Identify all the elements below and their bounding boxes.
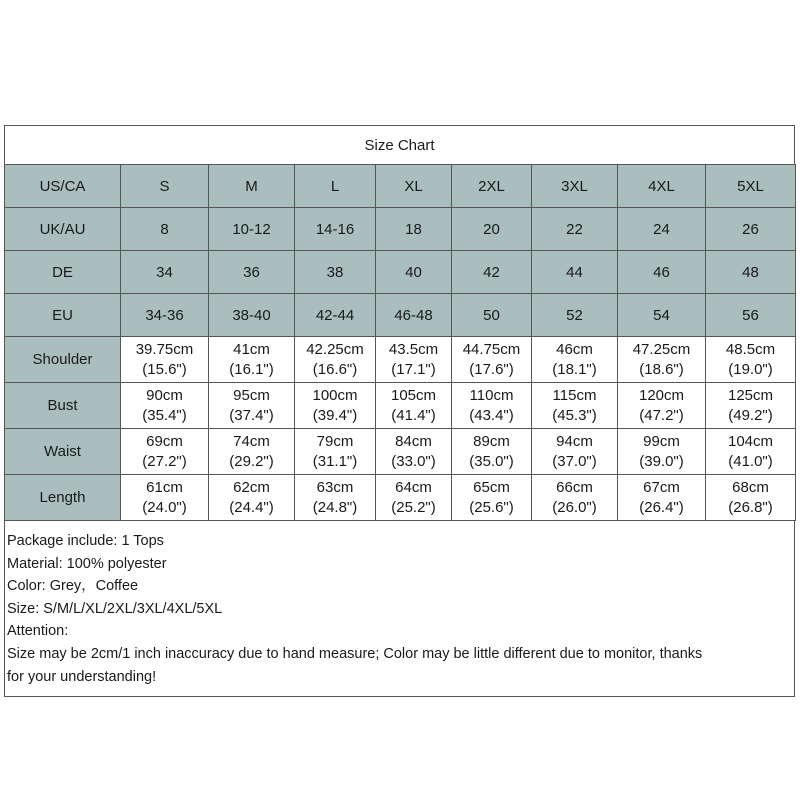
inch-value: (31.1") xyxy=(312,452,358,470)
size-cell: 50 xyxy=(452,294,532,337)
measurement-cell xyxy=(295,429,376,475)
inch-value: (25.2") xyxy=(391,498,436,516)
inch-value: (24.0") xyxy=(142,498,187,516)
size-chart xyxy=(4,125,795,697)
measurement-cell xyxy=(532,429,618,475)
cm-value: 68cm xyxy=(732,478,769,496)
cm-value: 104cm xyxy=(727,432,774,450)
size-cell: 14-16 xyxy=(295,208,376,251)
measurement-cell xyxy=(452,475,532,521)
row-header: UK/AU xyxy=(5,208,121,251)
package-note: Package include: 1 Tops xyxy=(7,533,164,549)
measurement-row xyxy=(5,429,796,475)
measurement-cell xyxy=(706,429,796,475)
measurement-cell xyxy=(209,383,295,429)
cm-value: 42.25cm xyxy=(306,340,364,358)
measurement-row xyxy=(5,383,796,429)
cm-value: 120cm xyxy=(638,386,685,404)
measurement-cell xyxy=(121,475,209,521)
inch-value: (35.0") xyxy=(469,452,514,470)
cm-value: 115cm xyxy=(552,386,597,404)
inch-value: (33.0") xyxy=(391,452,436,470)
size-cell: 46-48 xyxy=(376,294,452,337)
measurement-cell xyxy=(618,337,706,383)
measurement-cell xyxy=(532,337,618,383)
cm-value: 48.5cm xyxy=(725,340,776,358)
inch-value: (49.2") xyxy=(728,406,773,424)
size-cell: 8 xyxy=(121,208,209,251)
row-header: Shoulder xyxy=(5,337,121,383)
measurement-cell xyxy=(376,429,452,475)
product-notes xyxy=(4,521,795,697)
size-row xyxy=(5,294,796,337)
size-table xyxy=(4,164,796,521)
size-cell: 5XL xyxy=(706,165,796,208)
size-cell: 44 xyxy=(532,251,618,294)
measurement-cell xyxy=(706,475,796,521)
disclaimer-line: Size may be 2cm/1 inch inaccuracy due to hand measure; Color may be little different due to monitor, thanks xyxy=(7,645,703,662)
size-cell: 18 xyxy=(376,208,452,251)
measurement-cell xyxy=(209,337,295,383)
inch-value: (17.6") xyxy=(469,360,514,378)
measurement-row xyxy=(5,475,796,521)
inch-value: (37.4") xyxy=(229,406,274,424)
row-header: EU xyxy=(5,294,121,337)
measurement-cell xyxy=(532,383,618,429)
measurement-cell xyxy=(706,337,796,383)
cm-value: 46cm xyxy=(556,340,593,358)
size-cell: M xyxy=(209,165,295,208)
inch-value: (39.0") xyxy=(639,452,684,470)
size-cell: L xyxy=(295,165,376,208)
size-cell: 10-12 xyxy=(209,208,295,251)
inch-value: (26.8") xyxy=(728,498,773,516)
size-cell: 38 xyxy=(295,251,376,294)
row-header: DE xyxy=(5,251,121,294)
measurement-cell xyxy=(295,337,376,383)
cm-value: 69cm xyxy=(146,432,183,450)
size-row xyxy=(5,251,796,294)
inch-value: (18.6") xyxy=(639,360,684,378)
inch-value: (19.0") xyxy=(728,360,773,378)
measurement-cell xyxy=(376,337,452,383)
cm-value: 41cm xyxy=(233,340,270,358)
inch-value: (26.4") xyxy=(639,498,684,516)
cm-value: 89cm xyxy=(473,432,510,450)
size-cell: 40 xyxy=(376,251,452,294)
inch-value: (47.2") xyxy=(639,406,684,424)
cm-value: 79cm xyxy=(316,432,354,450)
size-cell: 2XL xyxy=(452,165,532,208)
inch-value: (37.0") xyxy=(552,452,597,470)
cm-value: 64cm xyxy=(395,478,432,496)
cm-value: 90cm xyxy=(146,386,183,404)
size-cell: 34-36 xyxy=(121,294,209,337)
measurement-cell xyxy=(295,475,376,521)
measurement-cell xyxy=(209,429,295,475)
measurement-cell xyxy=(121,383,209,429)
measurement-cell xyxy=(618,429,706,475)
cm-value: 99cm xyxy=(643,432,680,450)
cm-value: 39.75cm xyxy=(135,340,194,358)
inch-value: (26.0") xyxy=(552,498,597,516)
inch-value: (15.6") xyxy=(142,360,187,378)
size-cell: 42 xyxy=(452,251,532,294)
inch-value: (27.2") xyxy=(142,452,187,470)
measurement-cell xyxy=(209,475,295,521)
cm-value: 43.5cm xyxy=(388,340,439,358)
inch-value: (43.4") xyxy=(469,406,514,424)
cm-value: 65cm xyxy=(473,478,510,496)
size-cell: 36 xyxy=(209,251,295,294)
size-row xyxy=(5,208,796,251)
measurement-cell xyxy=(121,429,209,475)
cm-value: 44.75cm xyxy=(462,340,521,358)
size-cell: 34 xyxy=(121,251,209,294)
inch-value: (29.2") xyxy=(229,452,274,470)
cm-value: 84cm xyxy=(395,432,432,450)
size-cell: S xyxy=(121,165,209,208)
cm-value: 100cm xyxy=(312,386,358,404)
measurement-cell xyxy=(452,337,532,383)
chart-title: Size Chart xyxy=(4,125,795,164)
size-cell: 22 xyxy=(532,208,618,251)
measurement-cell xyxy=(618,383,706,429)
inch-value: (18.1") xyxy=(552,360,597,378)
disclaimer-line: for your understanding! xyxy=(7,668,157,685)
size-cell: 46 xyxy=(618,251,706,294)
measurement-cell xyxy=(295,383,376,429)
measurement-cell xyxy=(532,475,618,521)
inch-value: (16.1") xyxy=(229,360,274,378)
inch-value: (45.3") xyxy=(552,406,597,424)
cm-value: 94cm xyxy=(556,432,593,450)
inch-value: (41.4") xyxy=(391,406,436,424)
cm-value: 66cm xyxy=(556,478,593,496)
inch-value: (39.4") xyxy=(312,406,358,424)
measurement-cell xyxy=(376,383,452,429)
size-cell: 4XL xyxy=(618,165,706,208)
cm-value: 63cm xyxy=(316,478,354,496)
cm-value: 61cm xyxy=(146,478,183,496)
row-header: Bust xyxy=(5,383,121,429)
size-cell: 3XL xyxy=(532,165,618,208)
size-cell: 24 xyxy=(618,208,706,251)
size-cell: 20 xyxy=(452,208,532,251)
inch-value: (16.6") xyxy=(312,360,358,378)
measurement-row xyxy=(5,337,796,383)
measurement-cell xyxy=(618,475,706,521)
cm-value: 110cm xyxy=(469,386,514,404)
inch-value: (24.4") xyxy=(229,498,274,516)
cm-value: 95cm xyxy=(233,386,270,404)
inch-value: (41.0") xyxy=(728,452,773,470)
size-row xyxy=(5,165,796,208)
measurement-cell xyxy=(376,475,452,521)
size-cell: XL xyxy=(376,165,452,208)
attention-label: Attention: xyxy=(7,623,69,640)
size-cell: 48 xyxy=(706,251,796,294)
measurement-cell xyxy=(121,337,209,383)
inch-value: (35.4") xyxy=(142,406,187,424)
size-cell: 38-40 xyxy=(209,294,295,337)
size-cell: 56 xyxy=(706,294,796,337)
measurement-cell xyxy=(706,383,796,429)
cm-value: 47.25cm xyxy=(632,340,691,358)
measurement-cell xyxy=(452,383,532,429)
size-cell: 42-44 xyxy=(295,294,376,337)
color-note: Color: Grey，Coffee xyxy=(7,578,139,595)
measurement-cell xyxy=(452,429,532,475)
cm-value: 105cm xyxy=(390,386,437,404)
inch-value: (17.1") xyxy=(391,360,436,378)
size-note: Size: S/M/L/XL/2XL/3XL/4XL/5XL xyxy=(7,600,223,617)
inch-value: (24.8") xyxy=(312,498,358,516)
size-cell: 54 xyxy=(618,294,706,337)
cm-value: 74cm xyxy=(233,432,270,450)
row-header: Waist xyxy=(5,429,121,475)
cm-value: 125cm xyxy=(727,386,774,404)
cm-value: 67cm xyxy=(643,478,680,496)
cm-value: 62cm xyxy=(233,478,270,496)
row-header: Length xyxy=(5,475,121,521)
size-cell: 52 xyxy=(532,294,618,337)
material-note: Material: 100% polyester xyxy=(7,555,167,572)
row-header: US/CA xyxy=(5,165,121,208)
size-cell: 26 xyxy=(706,208,796,251)
inch-value: (25.6") xyxy=(469,498,514,516)
